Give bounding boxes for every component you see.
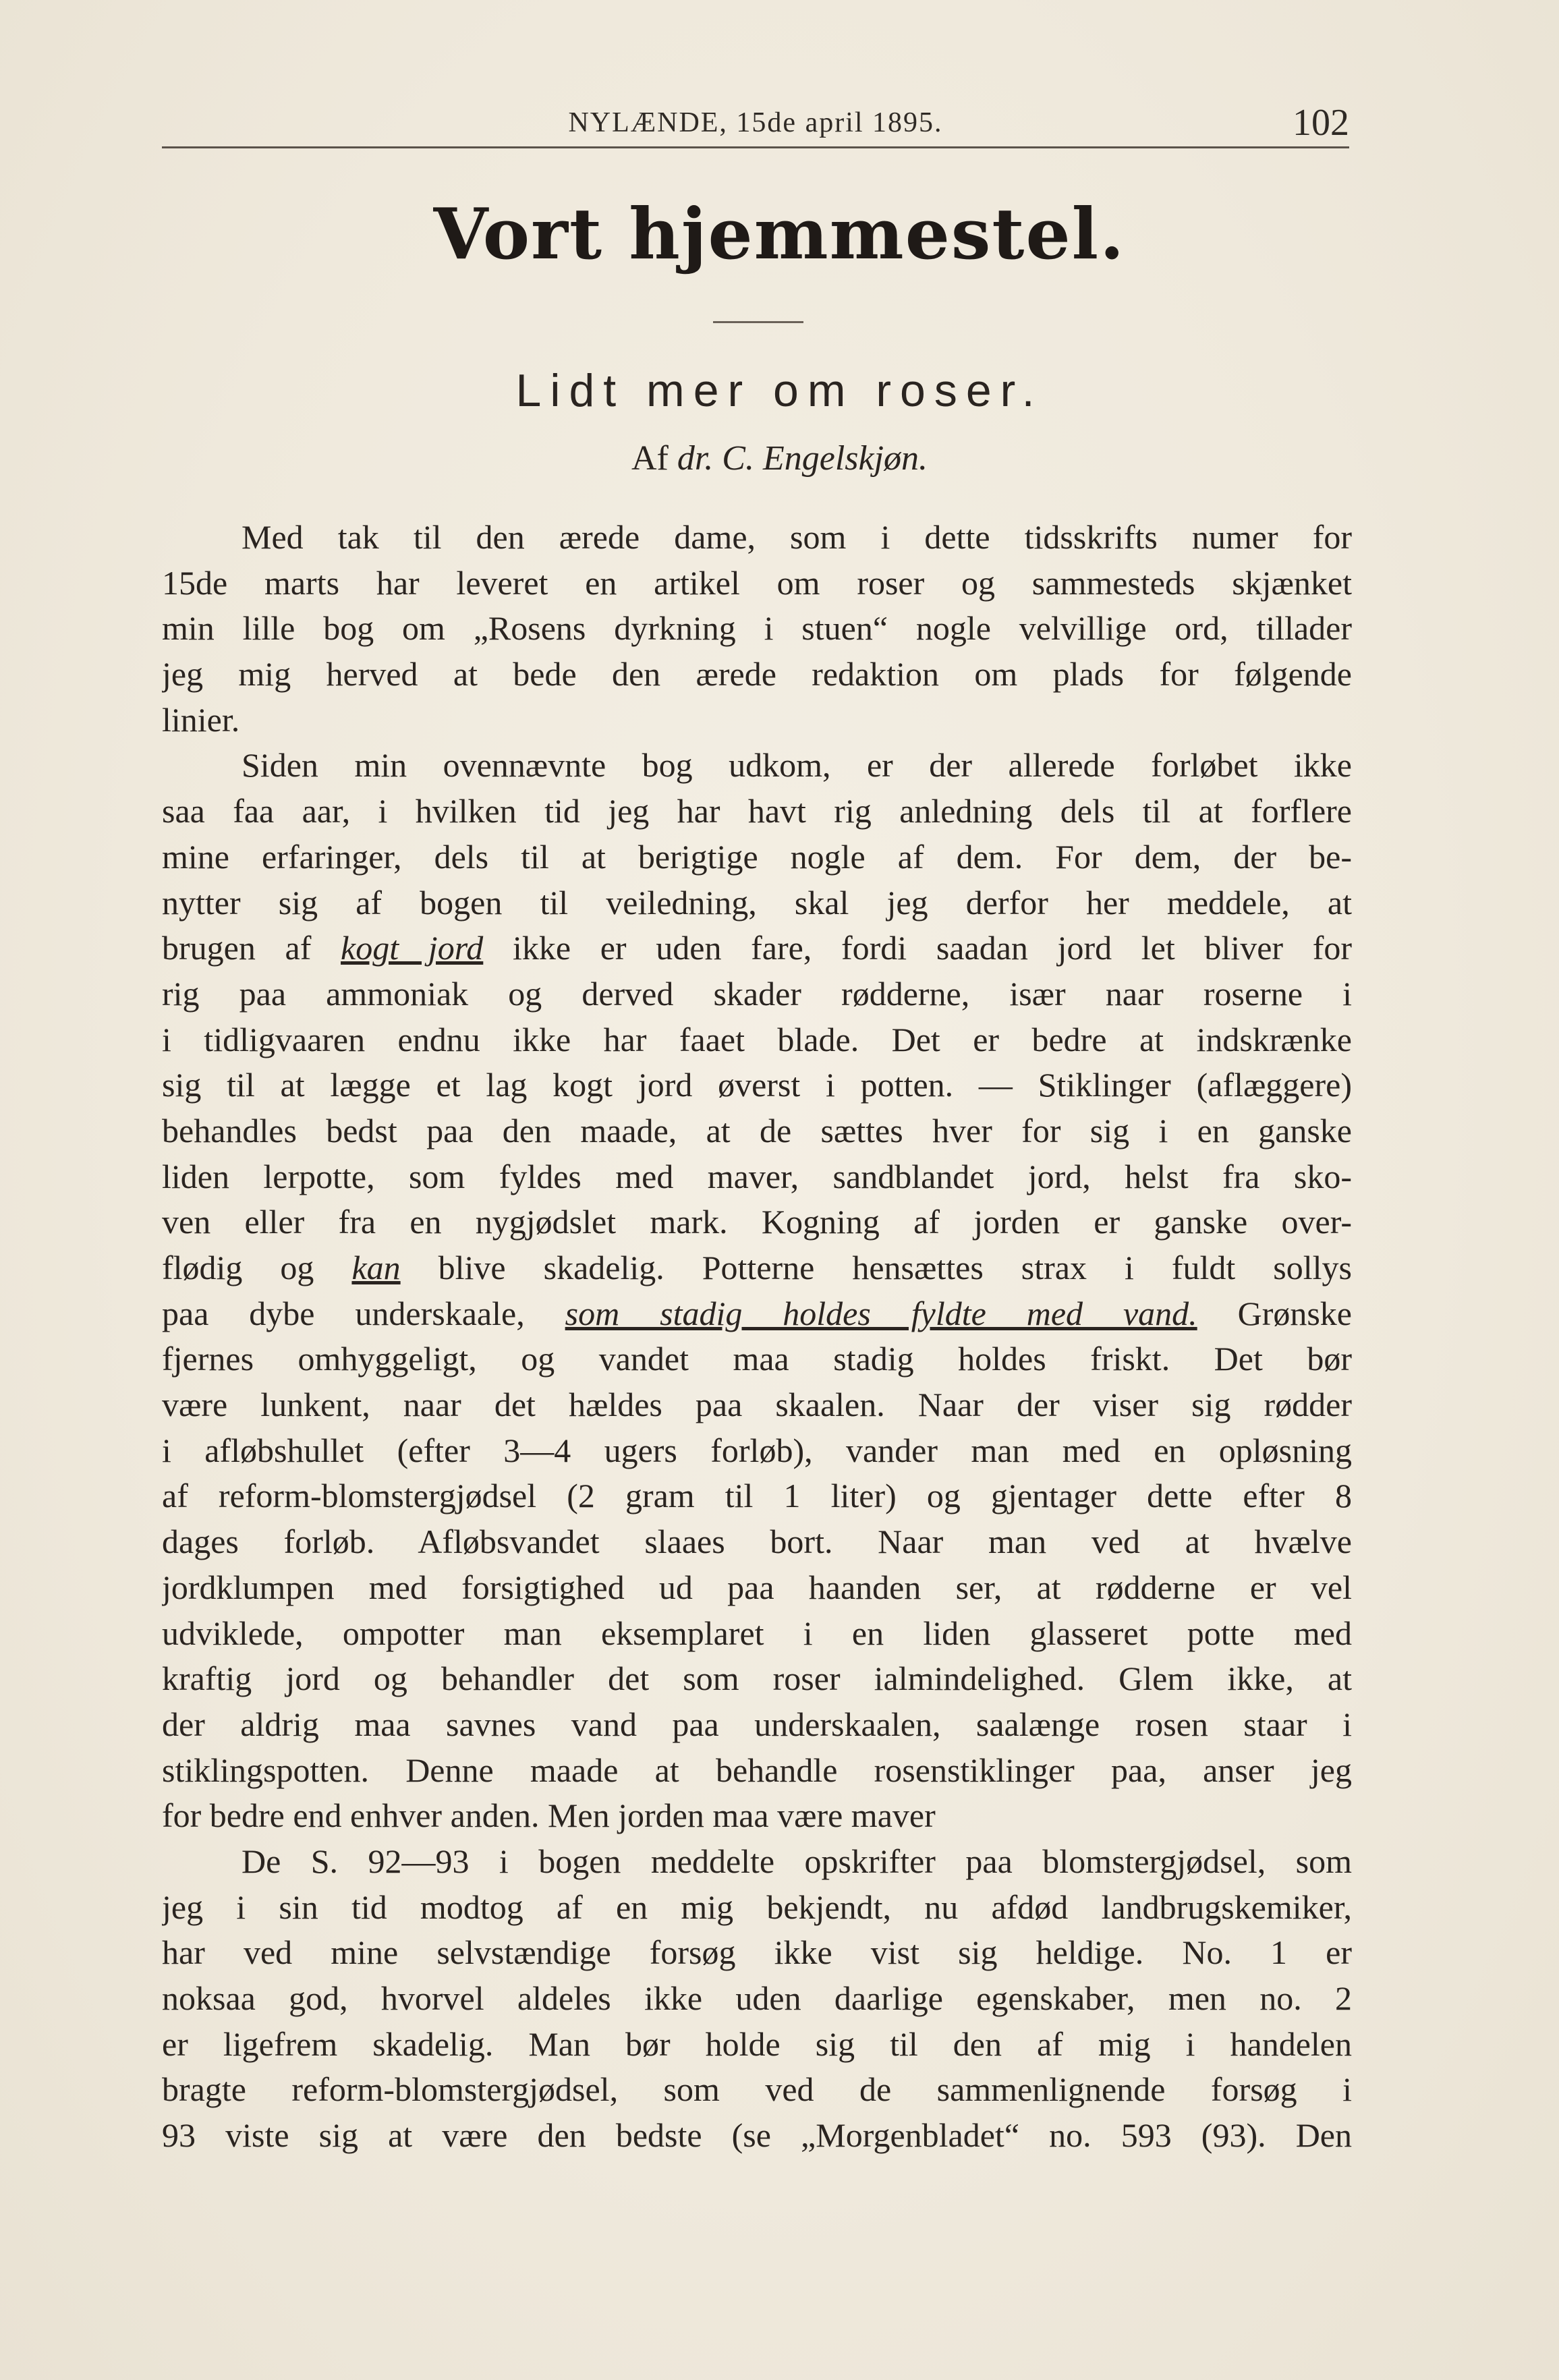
text-line: af reform-blomstergjødsel (2 gram til 1 liter) og gjentager dette efter 8 — [162, 1477, 1352, 1515]
text-line: Med tak til den ærede dame, som i dette tidsskrifts numer for — [242, 518, 1352, 556]
text-line: jeg mig herved at bede den ærede redaktion om plads for følgende — [162, 655, 1352, 693]
byline — [0, 438, 1559, 478]
text-line: fjernes omhyggeligt, og vandet maa stadig holdes friskt. Det bør — [162, 1340, 1352, 1378]
text-fragment: ikke er uden fare, fordi saadan jord let bliver for — [483, 929, 1352, 967]
text-line: noksaa god, hvorvel aldeles ikke uden daarlige egenskaber, men no. 2 — [162, 1979, 1352, 2017]
text-line: udviklede, ompotter man eksemplaret i en liden glasseret potte med — [162, 1614, 1352, 1652]
text-fragment: brugen af — [162, 929, 341, 967]
text-line: rig paa ammoniak og derved skader rødderne, især naar roserne i — [162, 974, 1352, 1013]
text-line: liden lerpotte, som fyldes med maver, sandblandet jord, helst fra sko- — [162, 1157, 1352, 1195]
text-line: være lunkent, naar det hældes paa skaalen. Naar der viser sig rødder — [162, 1386, 1352, 1424]
text-line — [162, 926, 1352, 971]
text-line: bragte reform-blomstergjødsel, som ved de sammenlignende forsøg i — [162, 2070, 1352, 2109]
text-line: Siden min ovennævnte bog udkom, er der allerede forløbet ikke — [242, 746, 1352, 785]
text-fragment: paa dybe underskaale, — [162, 1294, 565, 1332]
text-line: linier. — [162, 700, 240, 739]
text-line: jeg i sin tid modtog af en mig bekjendt, nu afdød landbrugskemiker, — [162, 1888, 1352, 1926]
text-line: saa faa aar, i hvilken tid jeg har havt rig anledning dels til at forflere — [162, 792, 1352, 830]
text-line: stiklingspotten. Denne maade at behandle rosenstiklinger paa, anser jeg — [162, 1751, 1352, 1789]
text-line: De S. 92—93 i bogen meddelte opskrifter paa blomstergjødsel, som — [242, 1842, 1352, 1880]
section-title: Vort hjemmestel. — [433, 192, 1126, 275]
text-line: mine erfaringer, dels til at berigtige nogle af dem. For dem, der be- — [162, 837, 1352, 876]
text-line: 93 viste sig at være den bedste (se „Morgenbladet“ no. 593 (93). Den — [162, 2116, 1352, 2155]
text-line: behandles bedst paa den maade, at de sættes hver for sig i en ganske — [162, 1111, 1352, 1150]
text-line — [162, 1245, 1352, 1291]
page-header — [162, 101, 1349, 148]
text-line: min lille bog om „Rosens dyrkning i stuen“ nogle velvillige ord, tillader — [162, 609, 1352, 648]
text-fragment: Grønske — [1197, 1294, 1352, 1332]
text-line: er ligefrem skadelig. Man bør holde sig til den af mig i handelen — [162, 2024, 1352, 2063]
text-fragment: blive skadelig. Potterne hensættes strax i fuldt sollys — [400, 1249, 1352, 1286]
text-line: jordklumpen med forsigtighed ud paa haanden ser, at rødderne er vel — [162, 1568, 1352, 1606]
text-line: kraftig jord og behandler det som roser ialmindelighed. Glem ikke, at — [162, 1660, 1352, 1698]
running-title: NYLÆNDE, 15de april 1895. — [568, 107, 943, 138]
text-line: i afløbshullet (efter 3—4 ugers forløb), vander man med en opløsning — [162, 1431, 1352, 1469]
text-line: der aldrig maa savnes vand paa underskaalen, saalænge rosen staar i — [162, 1705, 1352, 1743]
article-title: Lidt mer om roser. — [515, 365, 1044, 416]
text-line: i tidligvaaren endnu ikke har faaet blade. Det er bedre at indskrænke — [162, 1020, 1352, 1058]
emphasis-text: kogt jord — [341, 929, 484, 967]
byline-prefix: Af — [631, 439, 669, 478]
text-line: har ved mine selvstændige forsøg ikke vist sig heldige. No. 1 er — [162, 1933, 1352, 1972]
text-line — [162, 1291, 1352, 1337]
article-body — [162, 515, 1352, 2159]
emphasis-text: kan — [351, 1249, 401, 1286]
byline-author: dr. C. Engelskjøn. — [677, 439, 928, 478]
text-line: sig til at lægge et lag kogt jord øverst i potten. — Stiklinger (aflæggere) — [162, 1066, 1352, 1104]
text-line: dages forløb. Afløbsvandet slaaes bort. Naar man ved at hvælve — [162, 1523, 1352, 1561]
title-divider — [713, 321, 803, 323]
text-line: 15de marts har leveret en artikel om roser og sammesteds skjænket — [162, 563, 1352, 602]
page-number: 102 — [1293, 102, 1349, 144]
text-fragment: flødig og — [162, 1249, 352, 1286]
header-rule — [162, 146, 1349, 148]
text-line: ven eller fra en nygjødslet mark. Kogning af jorden er ganske over- — [162, 1203, 1352, 1241]
text-line: nytter sig af bogen til veiledning, skal jeg derfor her meddele, at — [162, 883, 1352, 922]
emphasis-text: som stadig holdes fyldte med vand. — [565, 1294, 1197, 1332]
text-line: for bedre end enhver anden. Men jorden maa være maver — [162, 1796, 936, 1835]
